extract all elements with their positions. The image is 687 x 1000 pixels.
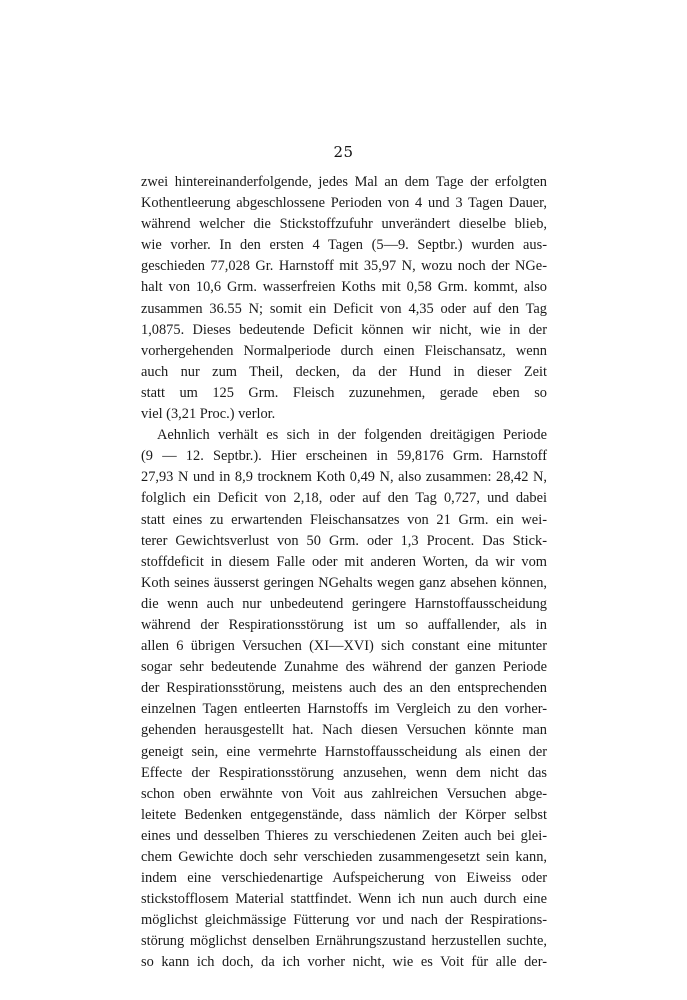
text-line: allen 6 übrigen Versuchen (XI—XVI) sich constant eine mitunter (141, 638, 547, 655)
text-line: während welcher die Stickstoffzufuhr unverändert dieselbe blieb, (141, 216, 547, 233)
text-line: 27,93 N und in 8,9 trocknem Koth 0,49 N, also zusammen: 28,42 N, (141, 469, 547, 486)
text-line: (9 — 12. Septbr.). Hier erscheinen in 59,8176 Grm. Harnstoff (141, 448, 547, 465)
text-line: geschieden 77,028 Gr. Harnstoff mit 35,97 N, wozu noch der NGe- (141, 258, 547, 275)
text-line: auch nur zum Theil, decken, da der Hund in dieser Zeit (141, 363, 547, 380)
text-line: der Respirationsstörung, meistens auch des an den entsprechenden (141, 680, 547, 697)
text-line: so kann ich doch, da ich vorher nicht, wie es Voit für alle der- (141, 954, 547, 971)
text-line: die wenn auch nur unbedeutend geringere Harnstoffausscheidung (141, 595, 547, 612)
text-line: Kothentleerung abgeschlossene Perioden von 4 und 3 Tagen Dauer, (141, 195, 547, 212)
text-line: während der Respirationsstörung ist um so auffallender, als in (141, 616, 547, 633)
text-line: terer Gewichtsverlust von 50 Grm. oder 1,3 Procent. Das Stick- (141, 532, 547, 549)
text-line: möglichst gleichmässige Fütterung vor und nach der Respirations- (141, 912, 547, 929)
text-line: vorhergehenden Normalperiode durch einen Fleischansatz, wenn (141, 342, 547, 359)
text-line: Koth seines äusserst geringen NGehalts wegen ganz absehen können, (141, 574, 547, 591)
text-line: einzelnen Tagen entleerten Harnstoffs im Vergleich zu den vorher- (141, 701, 547, 718)
text-line: folglich ein Deficit von 2,18, oder auf den Tag 0,727, und dabei (141, 490, 547, 507)
text-line: 1,0875. Dieses bedeutende Deficit können wir nicht, wie in der (141, 321, 547, 338)
text-line: stickstofflosem Material stattfindet. Wenn ich nun auch durch eine (141, 891, 547, 908)
text-line: stoffdeficit in diesem Falle oder mit anderen Worten, da wir vom (141, 553, 547, 570)
text-line: eines und desselben Thieres zu verschiedenen Zeiten auch bei glei- (141, 827, 547, 844)
text-line: indem eine verschiedenartige Aufspeicherung von Eiweiss oder (141, 870, 547, 887)
text-line: leitete Bedenken entgegenstände, dass nämlich der Körper selbst (141, 806, 547, 823)
text-line: sogar sehr bedeutende Zunahme des während der ganzen Periode (141, 659, 547, 676)
text-line: schon oben erwähnte von Voit aus zahlreichen Versuchen abge- (141, 785, 547, 802)
text-line: statt um 125 Grm. Fleisch zuzunehmen, gerade eben so (141, 384, 547, 401)
text-line: Effecte der Respirationsstörung anzusehen, wenn dem nicht das (141, 764, 547, 781)
text-line: gehenden herausgestellt hat. Nach diesen Versuchen könnte man (141, 722, 547, 739)
text-line: zusammen 36.55 N; somit ein Deficit von 4,35 oder auf den Tag (141, 300, 547, 317)
text-line: statt eines zu erwartenden Fleischansatzes von 21 Grm. ein wei- (141, 511, 547, 528)
body-text (141, 172, 547, 974)
text-line: zwei hintereinanderfolgende, jedes Mal an dem Tage der erfolgten (141, 174, 547, 190)
text-line: wie vorher. In den ersten 4 Tagen (5—9. Septbr.) wurden aus- (141, 237, 547, 254)
text-line: halt von 10,6 Grm. wasserfreien Koths mit 0,58 Grm. kommt, also (141, 279, 547, 296)
text-line: chem Gewichte doch sehr verschieden zusammengesetzt sein kann, (141, 849, 547, 865)
text-line: störung möglichst denselben Ernährungszustand herzustellen suchte, (141, 933, 547, 950)
page-number: 25 (333, 143, 354, 161)
text-line: viel (3,21 Proc.) verlor. (141, 406, 276, 423)
text-line: Aehnlich verhält es sich in der folgenden dreitägigen Periode (157, 427, 547, 444)
text-line: geneigt sein, eine vermehrte Harnstoffausscheidung als einen der (141, 743, 547, 760)
